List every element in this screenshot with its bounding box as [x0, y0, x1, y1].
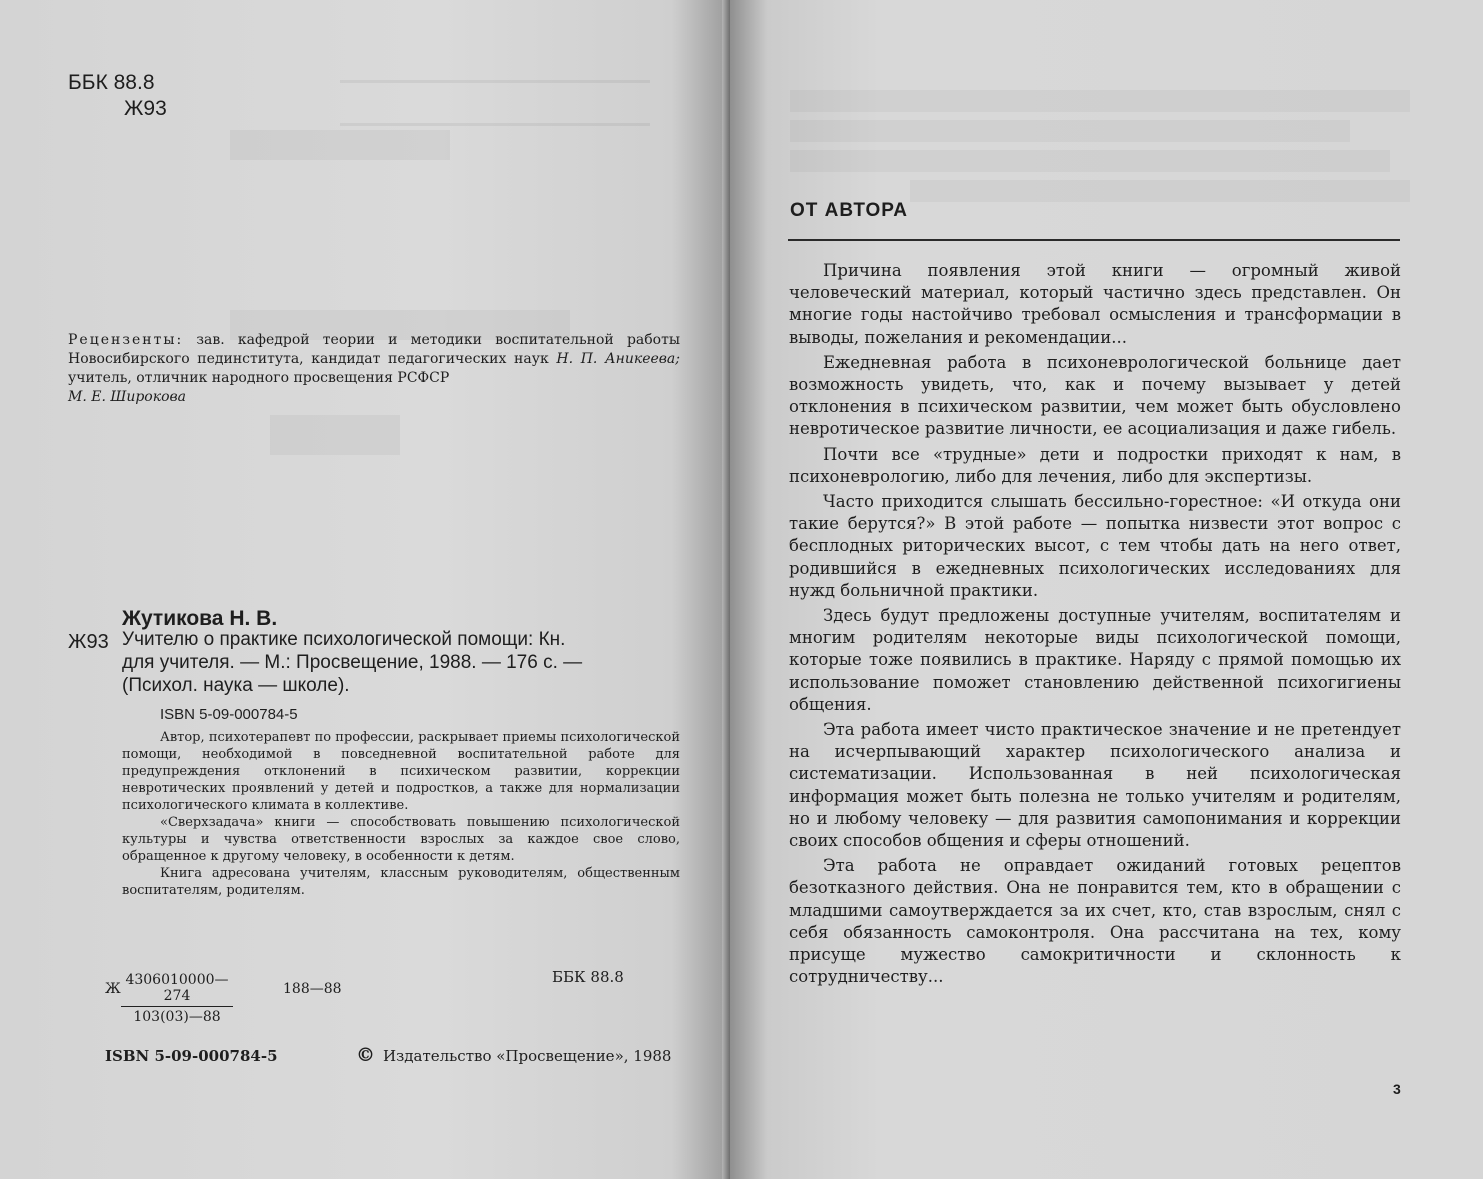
right-page [730, 0, 1483, 1179]
catalog-denominator: 103(03)—88 [133, 1009, 221, 1025]
page-number: 3 [1393, 1081, 1401, 1097]
catalog-letter: Ж [105, 981, 121, 997]
title-divider [788, 239, 1400, 241]
reviewer1-description: зав. кафедрой теории и методики воспитательной работы Новосибирского пединститута, кандидат педагогических наук [68, 332, 680, 367]
copyright-line [356, 1044, 671, 1066]
catalog-fraction [121, 972, 233, 1025]
catalog-tail: 188—88 [283, 981, 342, 997]
foreword-paragraph: Эта работа не оправдает ожиданий готовых рецептов безотказного действия. Она не понравится тем, кто в обращении с младшими самоутверждается за их счет, кто, став взрослым, снял с себя обязанность самоконтроля. Она рассчитана на тех, кому присуще мужество самокритичности и склонность к сотрудничеству... [789, 856, 1401, 987]
isbn-short: ISBN 5-09-000784-5 [160, 706, 298, 723]
copyright-text: Издательство «Просвещение», 1988 [383, 1047, 672, 1065]
annotation [122, 729, 680, 899]
left-page [0, 0, 730, 1179]
author-name: Жутикова Н. В. [122, 607, 278, 630]
show-through-decoration [230, 130, 450, 160]
bibliographic-line: (Психол. наука — школе). [122, 675, 350, 696]
show-through-decoration [790, 120, 1350, 142]
annotation-paragraph: Автор, психотерапевт по профессии, раскрывает приемы психологической помощи, необходимой в повседневной воспитательной работе для предупреждения отклонений в психическом развитии, коррекции невротических проявлений у детей и подростков, а также для нормализации психологического климата в коллективе. [122, 730, 680, 813]
foreword-paragraph: Здесь будут предложены доступные учителям, воспитателям и многим родителям некоторые виды психологической помощи, которые тоже появились в практике. Наряду с прямой помощью их использование поможет становлению действенной психогигиены общения. [789, 606, 1401, 714]
isbn-full: ISBN 5-09-000784-5 [105, 1047, 278, 1065]
foreword-paragraph: Эта работа имеет чисто практическое значение и не претендует на исчерпывающий характер психологического анализа и систематизации. Использованная в ней психологическая информация может быть полезна не только учителям и родителям, но и любому человеку — для развития самопонимания и коррекции своих способов общения и сферы отношений. [789, 720, 1401, 851]
bbk-classification-top [68, 70, 167, 122]
bibliographic-line: Учителю о практике психологической помощи: Кн. [122, 629, 566, 650]
foreword-paragraph: Часто приходится слышать бессильно-горестное: «И откуда они такие берутся?» В этой работе — попытка низвести этот вопрос с бесплодных риторических высот, с тем чтобы дать на него ответ, родившийся в ежедневных психологических исследованиях для нужд больничной практики. [789, 492, 1401, 600]
reviewers-block [68, 331, 680, 407]
foreword-text [789, 260, 1401, 992]
library-code: Ж93 [68, 631, 109, 653]
bbk-code: ББК 88.8 [68, 71, 155, 94]
bibliographic-description [122, 628, 680, 697]
foreword-paragraph: Причина появления этой книги — огромный живой человеческий материал, который частично здесь представлен. Он многие годы настойчиво требовал осмысления и трансформации в выводы, пожелания и рекомендации... [789, 261, 1401, 347]
show-through-decoration [910, 180, 1410, 202]
show-through-decoration [790, 150, 1390, 172]
show-through-decoration [340, 80, 650, 126]
catalog-numerator: 4306010000—274 [121, 972, 233, 1007]
reviewer2-name: М. Е. Широкова [68, 389, 187, 405]
show-through-decoration [270, 415, 400, 455]
bibliographic-line: для учителя. — М.: Просвещение, 1988. — 176 с. — [122, 652, 583, 673]
bbk-classification-bottom: ББК 88.8 [552, 968, 624, 986]
copyright-icon: © [356, 1044, 375, 1066]
annotation-paragraph: Книга адресована учителям, классным руководителям, общественным воспитателям, родителям. [122, 866, 680, 898]
show-through-decoration [790, 90, 1410, 112]
reviewers-label: Рецензенты: [68, 332, 184, 348]
reviewer2-description: учитель, отличник народного просвещения РСФСР [68, 370, 450, 386]
foreword-paragraph: Ежедневная работа в психоневрологической больнице дает возможность увидеть, что, как и почему вызывает у детей отклонения в психическом развитии, чем может быть обусловлено невротическое развитие личности, ее асоциализация и даже гибель. [789, 352, 1401, 439]
foreword-paragraph: Почти все «трудные» дети и подростки приходят к нам, в психоневрологию, либо для лечения, либо для экспертизы. [789, 444, 1401, 486]
reviewer1-name: Н. П. Аникеева; [556, 351, 680, 367]
author-sign-code: Ж93 [124, 97, 167, 120]
annotation-paragraph: «Сверхзадача» книги — способствовать повышению психологической культуры и чувства ответственности взрослых за каждое свое слово, обращенное к другому человеку, в особенности к детям. [122, 815, 680, 864]
section-title: ОТ АВТОРА [790, 200, 909, 221]
